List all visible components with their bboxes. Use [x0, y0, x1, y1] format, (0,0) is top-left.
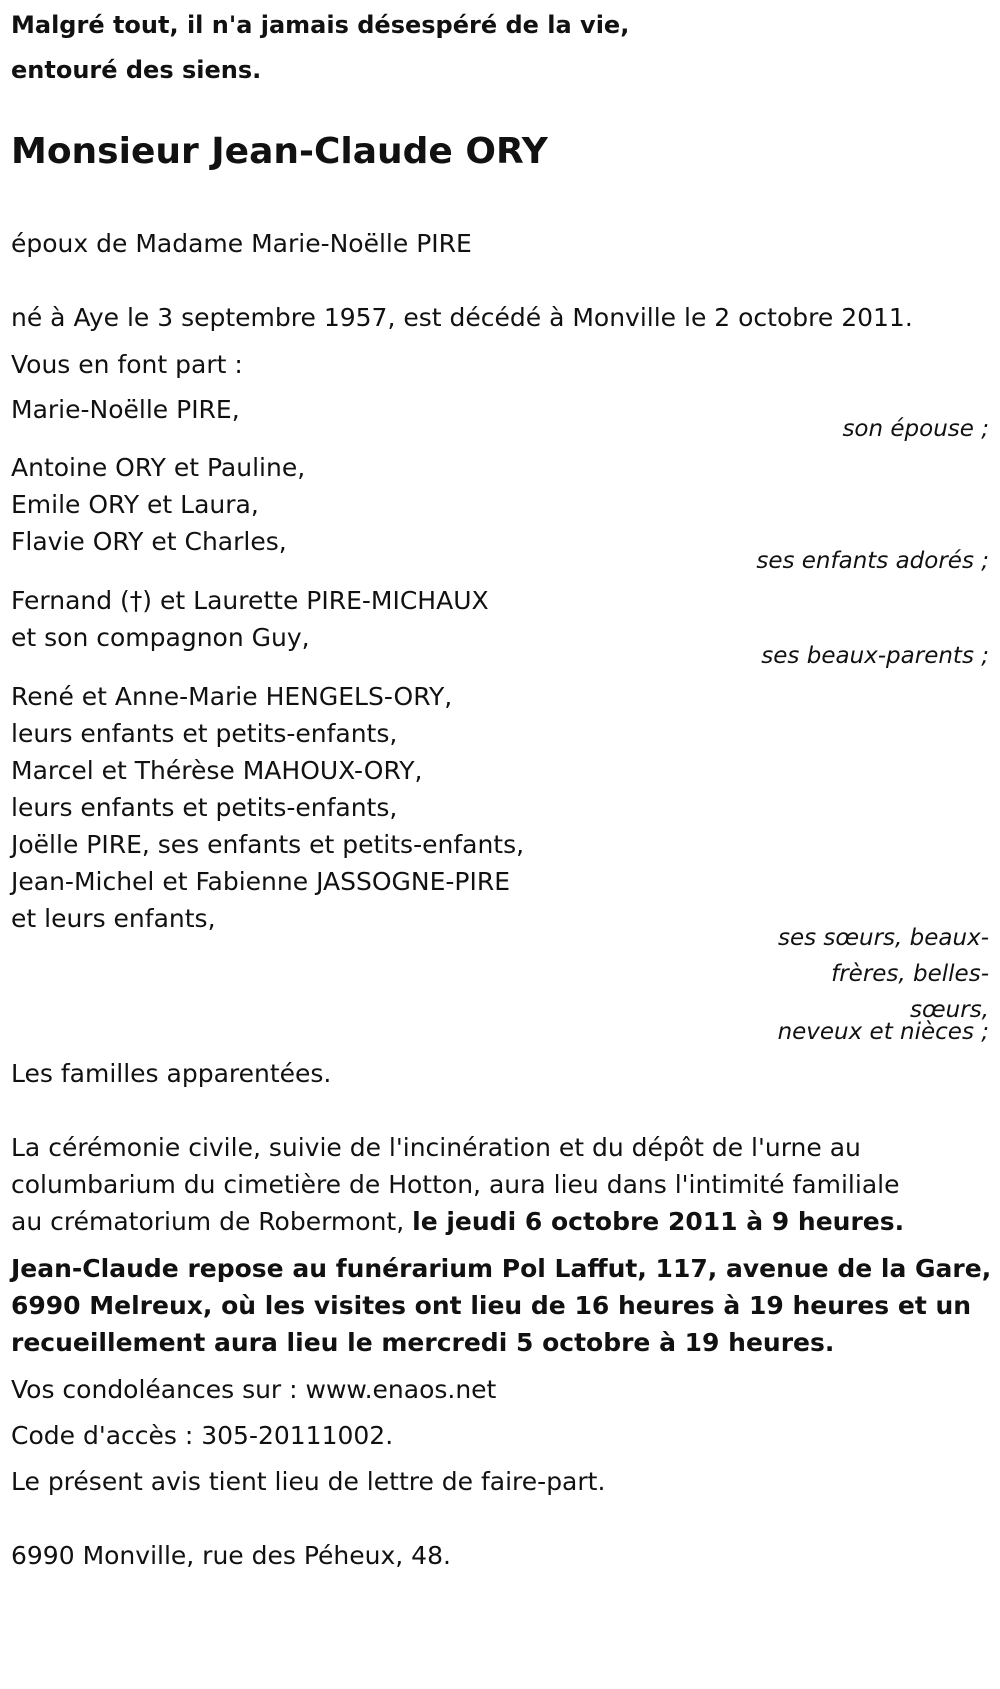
relation-siblings-last: neveux et nièces ; — [777, 1019, 989, 1045]
family-spouse-name: Marie-Noëlle PIRE, — [11, 395, 240, 424]
relation-spouse: son épouse ; — [842, 416, 989, 442]
ceremony-line-2: columbarium du cimetière de Hotton, aura lieu dans l'intimité familiale — [11, 1170, 900, 1199]
announcement-intro: Vous en font part : — [11, 350, 243, 379]
family-sibling-name: Marcel et Thérèse MAHOUX-ORY, — [11, 756, 423, 785]
ceremony-date: le jeudi 6 octobre 2011 à 9 heures. — [412, 1207, 905, 1236]
family-sibling-name: Joëlle PIRE, ses enfants et petits-enfants, — [11, 830, 525, 859]
family-sibling-name: et leurs enfants, — [11, 904, 216, 933]
family-sibling-name: René et Anne-Marie HENGELS-ORY, — [11, 682, 453, 711]
relation-siblings-line: sœurs, — [910, 997, 989, 1023]
visitation-line-1: Jean-Claude repose au funérarium Pol Laffut, 117, avenue de la Gare, — [11, 1254, 992, 1283]
family-sibling-name: Jean-Michel et Fabienne JASSOGNE-PIRE — [11, 867, 511, 896]
notice-line: Le présent avis tient lieu de lettre de faire-part. — [11, 1467, 606, 1496]
deceased-name: Monsieur Jean-Claude ORY — [11, 131, 548, 172]
family-inlaw-name: Fernand (†) et Laurette PIRE-MICHAUX — [11, 586, 489, 615]
visitation-line-2: 6990 Melreux, où les visites ont lieu de 16 heures à 19 heures et un — [11, 1291, 972, 1320]
ceremony-line-1: La cérémonie civile, suivie de l'incinération et du dépôt de l'urne au — [11, 1133, 861, 1162]
relation-siblings-line: ses sœurs, beaux- — [777, 925, 989, 951]
family-sibling-name: leurs enfants et petits-enfants, — [11, 793, 398, 822]
birth-death-line: né à Aye le 3 septembre 1957, est décédé à Monville le 2 octobre 2011. — [11, 303, 913, 332]
relation-in-laws: ses beaux-parents ; — [761, 643, 989, 669]
visitation-line-3: recueillement aura lieu le mercredi 5 octobre à 19 heures. — [11, 1328, 835, 1357]
related-families: Les familles apparentées. — [11, 1059, 332, 1088]
ceremony-location: au crématorium de Robermont, — [11, 1207, 413, 1236]
ceremony-line-3 — [11, 1202, 904, 1242]
relation-siblings-line: frères, belles- — [831, 961, 989, 987]
epigraph-line-2: entouré des siens. — [11, 56, 262, 84]
family-child-name: Flavie ORY et Charles, — [11, 527, 287, 556]
family-child-name: Emile ORY et Laura, — [11, 490, 259, 519]
family-child-name: Antoine ORY et Pauline, — [11, 453, 306, 482]
family-sibling-name: leurs enfants et petits-enfants, — [11, 719, 398, 748]
access-code-line: Code d'accès : 305-20111002. — [11, 1421, 394, 1450]
epigraph-line-1: Malgré tout, il n'a jamais désespéré de la vie, — [11, 11, 630, 39]
family-inlaw-name: et son compagnon Guy, — [11, 623, 310, 652]
relation-children: ses enfants adorés ; — [756, 548, 989, 574]
spouse-line: époux de Madame Marie-Noëlle PIRE — [11, 229, 472, 258]
condolences-line: Vos condoléances sur : www.enaos.net — [11, 1375, 497, 1404]
address-line: 6990 Monville, rue des Péheux, 48. — [11, 1541, 451, 1570]
